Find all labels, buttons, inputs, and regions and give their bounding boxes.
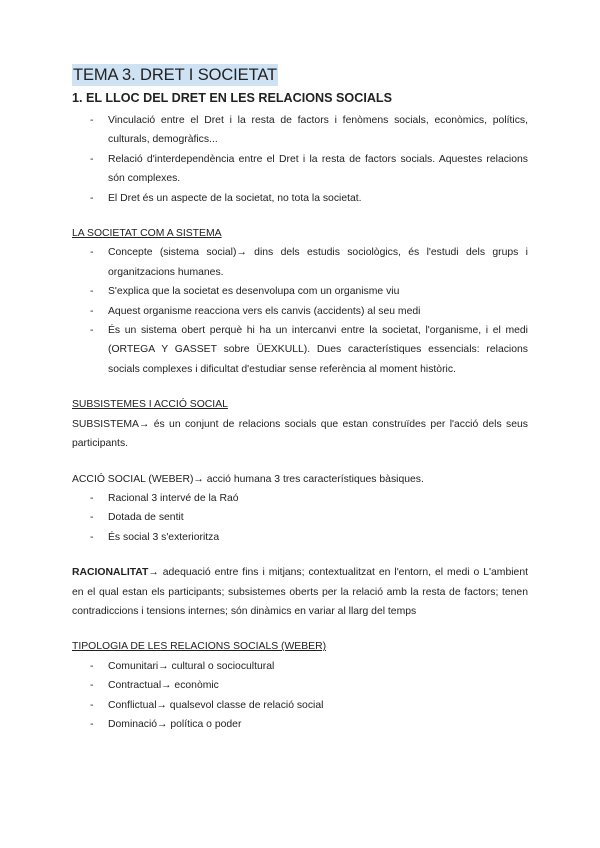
document-page [72, 64, 528, 734]
subheading-tipologia: TIPOLOGIA DE LES RELACIONS SOCIALS (WEBER) [72, 641, 327, 653]
list-item-text: Dominació→ política o poder [108, 718, 242, 730]
list-item-text: Vinculació entre el Dret i la resta de factors i fenòmens socials, econòmics, polítics, culturals, demogràfics... [108, 115, 528, 146]
accio-social-list [72, 489, 528, 547]
racionalitat-term: RACIONALITAT→ [72, 567, 159, 579]
bullet-dash: - [90, 680, 94, 692]
accio-social-intro: ACCIÓ SOCIAL (WEBER)→ acció humana 3 tres característiques bàsiques. [72, 473, 424, 485]
list-item-text: Conflictual→ qualsevol classe de relació social [108, 699, 324, 711]
list-item [72, 508, 528, 527]
subsistema-paragraph: SUBSISTEMA→ és un conjunt de relacions socials que estan construïdes per l'acció dels seus participants. [72, 418, 528, 450]
list-item-text: És social 3 s'exterioritza [108, 531, 220, 543]
page-title: TEMA 3. DRET I SOCIETAT [73, 66, 277, 84]
list-item-text: Aquest organisme reacciona vers els canvis (accidents) al seu medi [108, 305, 421, 317]
list-item [72, 150, 528, 189]
bullet-dash: - [90, 286, 94, 298]
list-item-text: S'explica que la societat es desenvolupa com un organisme viu [108, 286, 400, 298]
list-item [72, 715, 528, 734]
list-item [72, 676, 528, 695]
bullet-dash: - [90, 492, 94, 504]
bullet-dash: - [90, 718, 94, 730]
bullet-dash: - [90, 325, 94, 337]
bullet-dash: - [90, 512, 94, 524]
subheading-subsistemes: SUBSISTEMES I ACCIÓ SOCIAL [72, 399, 228, 411]
list-item-text: Comunitari→ cultural o sociocultural [108, 660, 275, 672]
subheading-societat-sistema: LA SOCIETAT COM A SISTEMA [72, 228, 222, 240]
section1-list [72, 111, 528, 208]
bullet-dash: - [90, 247, 94, 259]
bullet-dash: - [90, 153, 94, 165]
racionalitat-paragraph [72, 563, 528, 621]
list-item [72, 489, 528, 508]
list-item [72, 189, 528, 208]
list-item [72, 243, 528, 282]
section-heading-lloc-del-dret: 1. EL LLOC DEL DRET EN LES RELACIONS SOCIALS [72, 91, 393, 105]
list-item [72, 111, 528, 150]
list-item-text: El Dret és un aspecte de la societat, no tota la societat. [108, 192, 362, 204]
bullet-dash: - [90, 699, 94, 711]
bullet-dash: - [90, 531, 94, 543]
racionalitat-text: adequació entre fins i mitjans; contextualitzat en l'entorn, el medi o L'ambient en el qual estan els participants; subsistemes oberts per la relació amb la resta de factors; tenen contradiccions i tensions internes; són dinàmics en variar al llarg del temps [72, 567, 528, 617]
list-item [72, 657, 528, 676]
bullet-dash: - [90, 192, 94, 204]
list-item [72, 696, 528, 715]
list-item-text: Relació d'interdependència entre el Dret i la resta de factors socials. Aquestes relacions són complexes. [108, 153, 528, 185]
list-item [72, 302, 528, 321]
list-item-text: Contractual→ econòmic [108, 680, 219, 692]
list-item [72, 282, 528, 301]
bullet-dash: - [90, 305, 94, 317]
list-item-text: És un sistema obert perquè hi ha un intercanvi entre la societat, l'organisme, i el medi (ORTEGA Y GASSET sobre ÜEXKULL). Dues característiques essencials: relacions socials complexes i dificultat d'estudiar sense referència al moment històric. [108, 325, 528, 375]
list-item-text: Racional 3 intervé de la Raó [108, 492, 239, 504]
list-item [72, 321, 528, 379]
list-item-text: Concepte (sistema social)→ dins dels estudis sociològics, és l'estudi dels grups i organitzacions humanes. [108, 247, 528, 278]
societat-list [72, 243, 528, 379]
list-item [72, 528, 528, 547]
bullet-dash: - [90, 660, 94, 672]
tipologia-list [72, 657, 528, 735]
bullet-dash: - [90, 115, 94, 126]
list-item-text: Dotada de sentit [108, 512, 184, 524]
